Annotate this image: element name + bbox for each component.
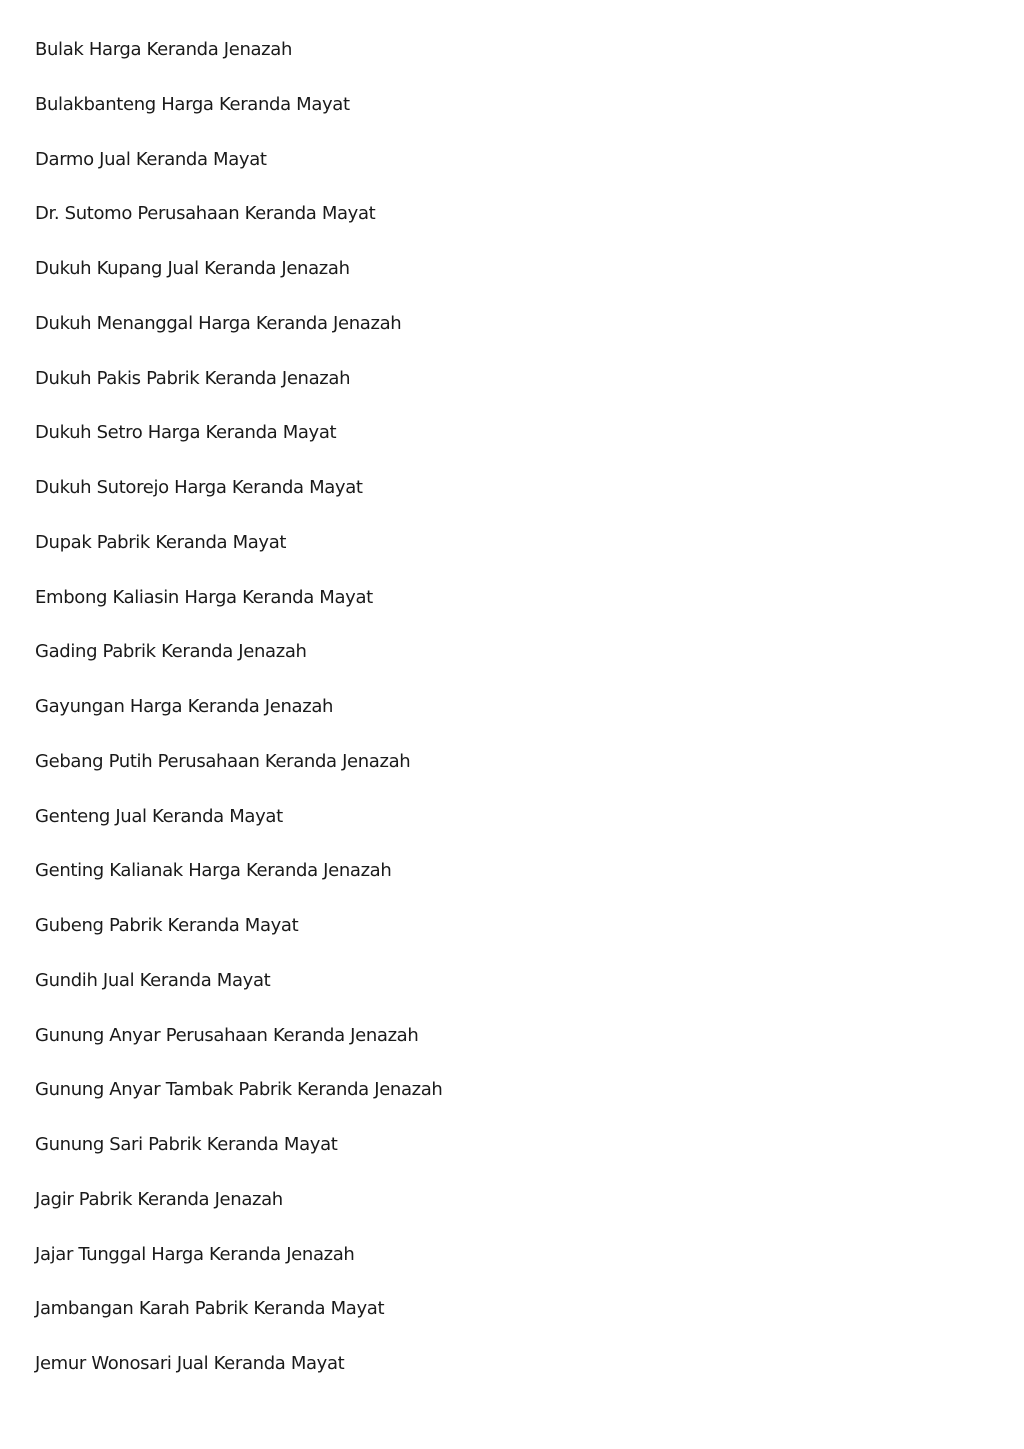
list-item: Gundih Jual Keranda Mayat [35, 969, 271, 991]
list-item: Embong Kaliasin Harga Keranda Mayat [35, 586, 373, 608]
list-item: Jambangan Karah Pabrik Keranda Mayat [35, 1298, 385, 1320]
list-item: Bulakbanteng Harga Keranda Mayat [35, 93, 350, 115]
list-item: Dukuh Pakis Pabrik Keranda Jenazah [35, 367, 351, 389]
list-item: Genteng Jual Keranda Mayat [35, 805, 283, 827]
list-item: Dr. Sutomo Perusahaan Keranda Mayat [35, 203, 376, 225]
list-item: Dukuh Menanggal Harga Keranda Jenazah [35, 312, 402, 334]
list-item: Gading Pabrik Keranda Jenazah [35, 641, 307, 663]
list-item: Gayungan Harga Keranda Jenazah [35, 696, 334, 717]
list-item: Jemur Wonosari Jual Keranda Mayat [35, 1353, 345, 1374]
list-item: Darmo Jual Keranda Mayat [35, 148, 267, 170]
list-item: Dupak Pabrik Keranda Mayat [35, 531, 287, 553]
list-item: Gunung Sari Pabrik Keranda Mayat [35, 1134, 338, 1155]
list-item: Gebang Putih Perusahaan Keranda Jenazah [35, 750, 411, 772]
list-item: Dukuh Kupang Jual Keranda Jenazah [35, 258, 350, 279]
list-item: Gunung Anyar Tambak Pabrik Keranda Jenazah [35, 1079, 443, 1101]
location-list [35, 36, 443, 1405]
list-item: Dukuh Sutorejo Harga Keranda Mayat [35, 477, 363, 498]
list-item: Dukuh Setro Harga Keranda Mayat [35, 422, 337, 444]
list-item: Gunung Anyar Perusahaan Keranda Jenazah [35, 1024, 419, 1046]
list-item: Jagir Pabrik Keranda Jenazah [35, 1188, 283, 1210]
list-item: Bulak Harga Keranda Jenazah [35, 39, 293, 60]
list-item: Genting Kalianak Harga Keranda Jenazah [35, 860, 392, 882]
list-item: Gubeng Pabrik Keranda Mayat [35, 915, 299, 936]
list-item: Jajar Tunggal Harga Keranda Jenazah [35, 1243, 355, 1265]
